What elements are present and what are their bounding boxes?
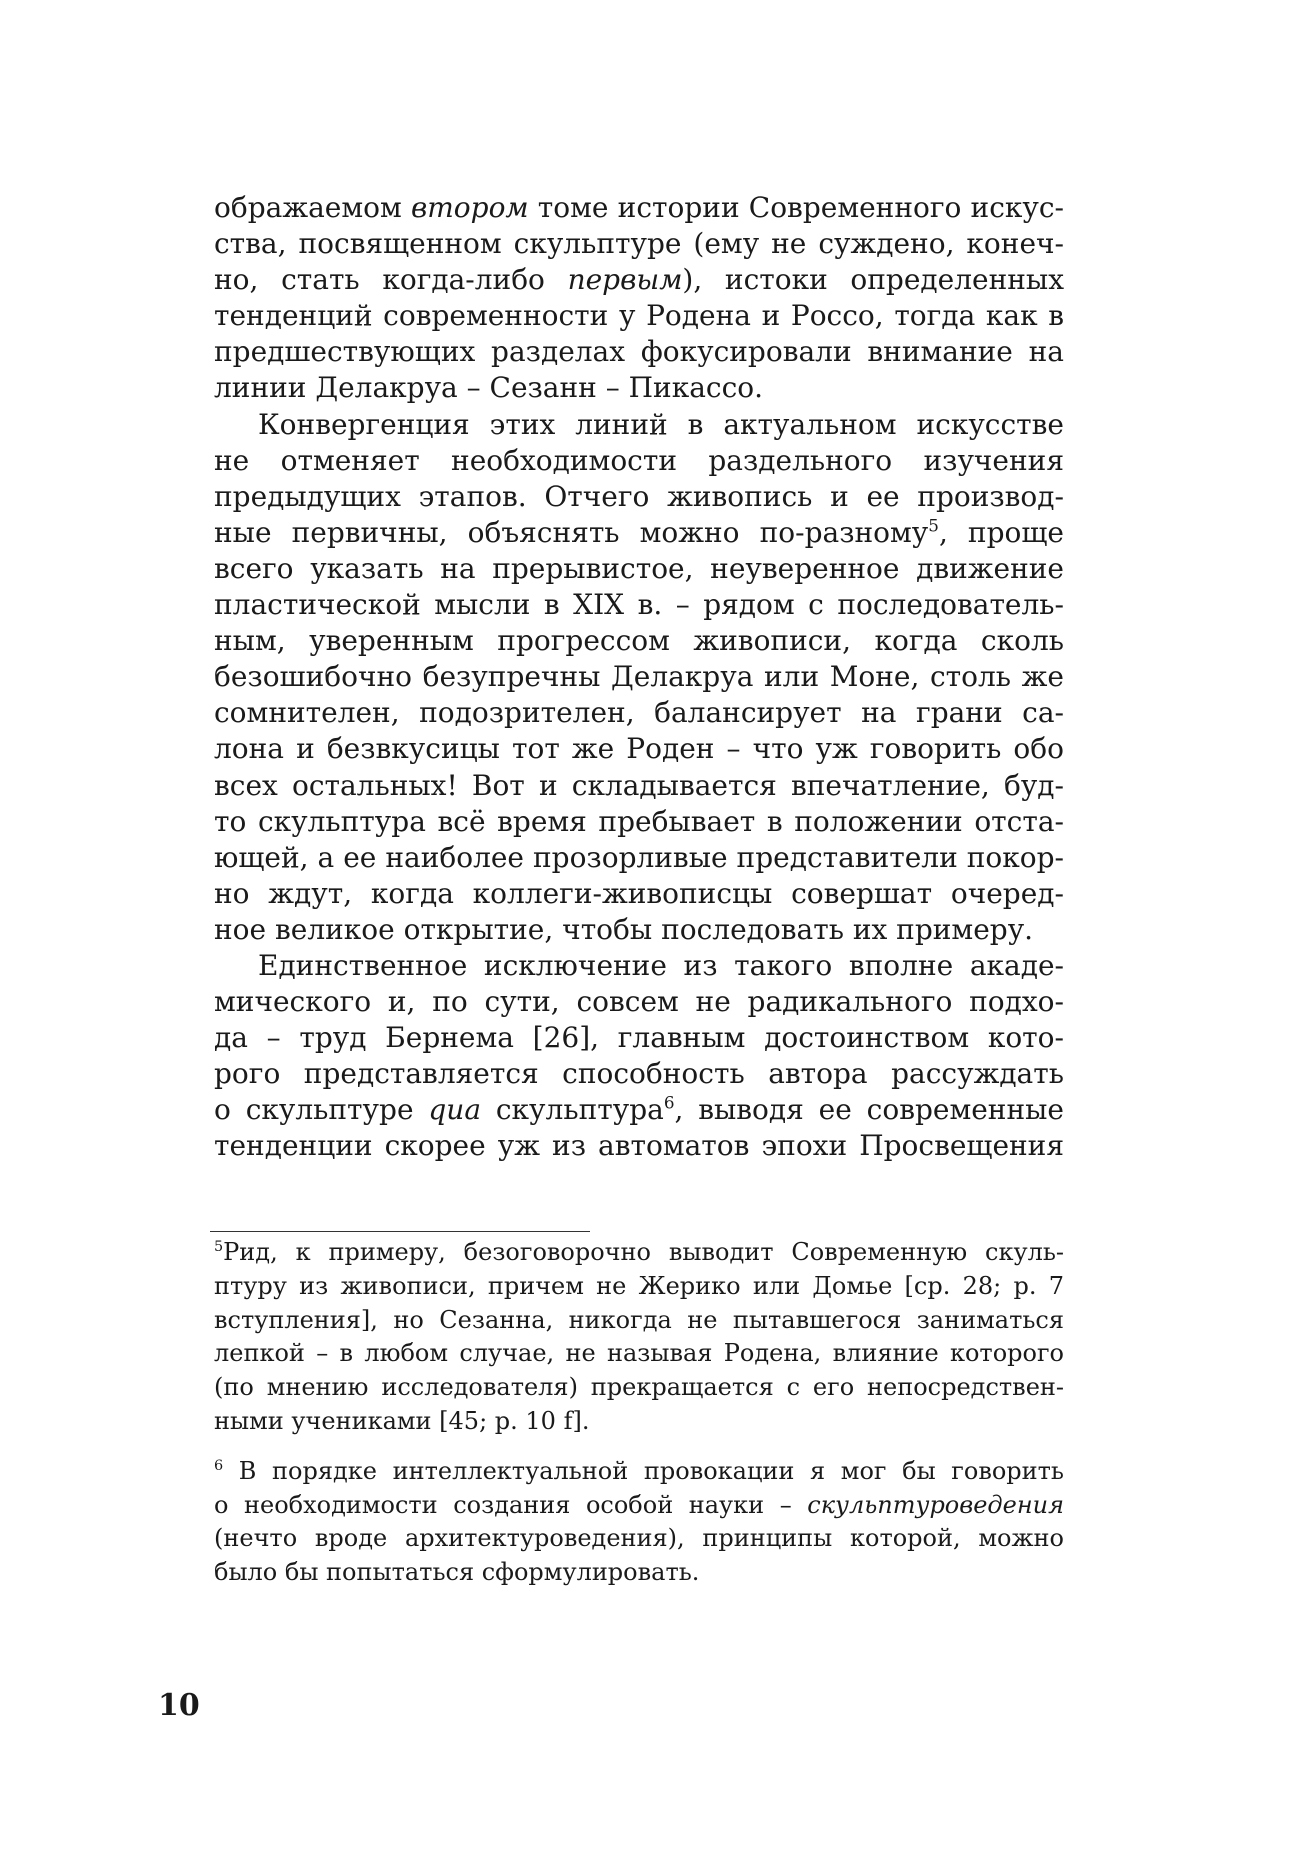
text-line: [214, 515, 1064, 551]
text-line: да – труд Бернема [26], главным достоинством кото-: [214, 1021, 1064, 1055]
footnote-line: [214, 1489, 1064, 1523]
text-line: ным, уверенным прогрессом живописи, когда сколь: [214, 624, 1064, 658]
italic-run: qua: [428, 1093, 482, 1127]
text-run: ные первичны, объяснять можно по-разному: [214, 515, 929, 549]
text-run: В порядке интеллектуальной провокации я мог бы говорить: [223, 1456, 1064, 1485]
footnote-marker: 5: [214, 1239, 224, 1255]
text-line: тенденций современности у Родена и Россо, тогда как в: [214, 299, 1064, 333]
text-line: мического и, по сути, совсем не радикального подхо-: [214, 985, 1064, 1019]
text-run: о необходимости создания особой науки –: [214, 1490, 808, 1519]
text-run: ображаемом: [214, 191, 411, 224]
footnote-line: лепкой – в любом случае, не называя Родена, влияние которого: [214, 1339, 1064, 1368]
footnote-line: ными учениками [45; p. 10 f].: [214, 1406, 590, 1435]
text-line: но ждут, когда коллеги-живописцы совершат очеред-: [214, 876, 1064, 910]
text-line: Единственное исключение из такого вполне акаде-: [258, 948, 1064, 982]
text-line: пластической мысли в XIX в. – рядом с последователь-: [214, 588, 1064, 622]
footnote-line: птуру из живописи, причем не Жерико или Домье [ср. 28; p. 7: [214, 1271, 1064, 1300]
text-line: лона и безвкусицы тот же Роден – что уж говорить обо: [214, 732, 1064, 766]
text-run: , проще: [938, 515, 1064, 549]
text-line: всех остальных! Вот и складывается впечатление, буд-: [214, 768, 1064, 802]
text-run: томе истории Современного искус-: [528, 191, 1064, 224]
footnote-line: вступления], но Сезанна, никогда не пытавшегося заниматься: [214, 1305, 1064, 1334]
text-line: ное великое открытие, чтобы последовать их примеру.: [214, 912, 1034, 946]
footnote-ref-5[interactable]: 5: [928, 515, 939, 536]
text-line: ства, посвященном скульптуре (ему не суждено, конеч-: [214, 227, 1064, 261]
text-run: ), истоки определенных: [682, 263, 1064, 297]
page-number: 10: [158, 1688, 200, 1723]
text-line: предшествующих разделах фокусировали внимание на: [214, 335, 1064, 369]
italic-run: втором: [410, 191, 529, 224]
text-line: сомнителен, подозрителен, балансирует на грани са-: [214, 696, 1064, 730]
footnote-line: (нечто вроде архитектуроведения), принципы которой, можно: [214, 1524, 1064, 1553]
text-run: но, стать когда-либо: [214, 263, 568, 297]
text-line: [214, 190, 1064, 226]
text-line: линии Делакруа – Сезанн – Пикассо.: [214, 371, 764, 405]
footnote-line: (по мнению исследователя) прекращается с его непосредствен-: [214, 1373, 1064, 1402]
footnotes: [214, 1236, 1064, 1606]
text-line: Конвергенция этих линий в актуальном искусстве: [258, 407, 1064, 441]
text-line: не отменяет необходимости раздельного изучения: [214, 443, 1064, 477]
footnote-marker: 6: [214, 1457, 224, 1474]
text-line: [214, 262, 1064, 298]
main-text: [214, 190, 1064, 1165]
text-run: , выводя ее современные: [674, 1093, 1064, 1127]
footnote-line: [214, 1455, 1064, 1489]
italic-run: первым: [567, 263, 683, 297]
text-line: [214, 1092, 1064, 1128]
text-line: безошибочно безупречны Делакруа или Моне, столь же: [214, 660, 1064, 694]
footnote-6: [214, 1455, 1064, 1590]
footnote-divider: [210, 1231, 590, 1232]
footnote-5: [214, 1236, 1064, 1439]
italic-run: скульптуроведения: [807, 1490, 1064, 1519]
text-line: всего указать на прерывистое, неуверенное движение: [214, 551, 1064, 585]
text-line: ющей, а ее наиболее прозорливые представители покор-: [214, 840, 1064, 874]
footnote-line: было бы попытаться сформулировать.: [214, 1558, 700, 1587]
text-line: тенденции скорее уж из автоматов эпохи Просвещения: [214, 1129, 1064, 1163]
text-run: скульптура: [481, 1093, 664, 1127]
text-line: рого представляется способность автора рассуждать: [214, 1057, 1064, 1091]
text-run: о скульптуре: [214, 1093, 429, 1127]
footnote-ref-6[interactable]: 6: [663, 1093, 675, 1114]
text-run: Рид, к примеру, безоговорочно выводит Современную скуль-: [223, 1238, 1064, 1266]
footnote-line: [214, 1236, 1064, 1270]
text-line: то скульптура всё время пребывает в положении отста-: [214, 804, 1064, 838]
text-line: предыдущих этапов. Отчего живопись и ее производ-: [214, 479, 1064, 513]
